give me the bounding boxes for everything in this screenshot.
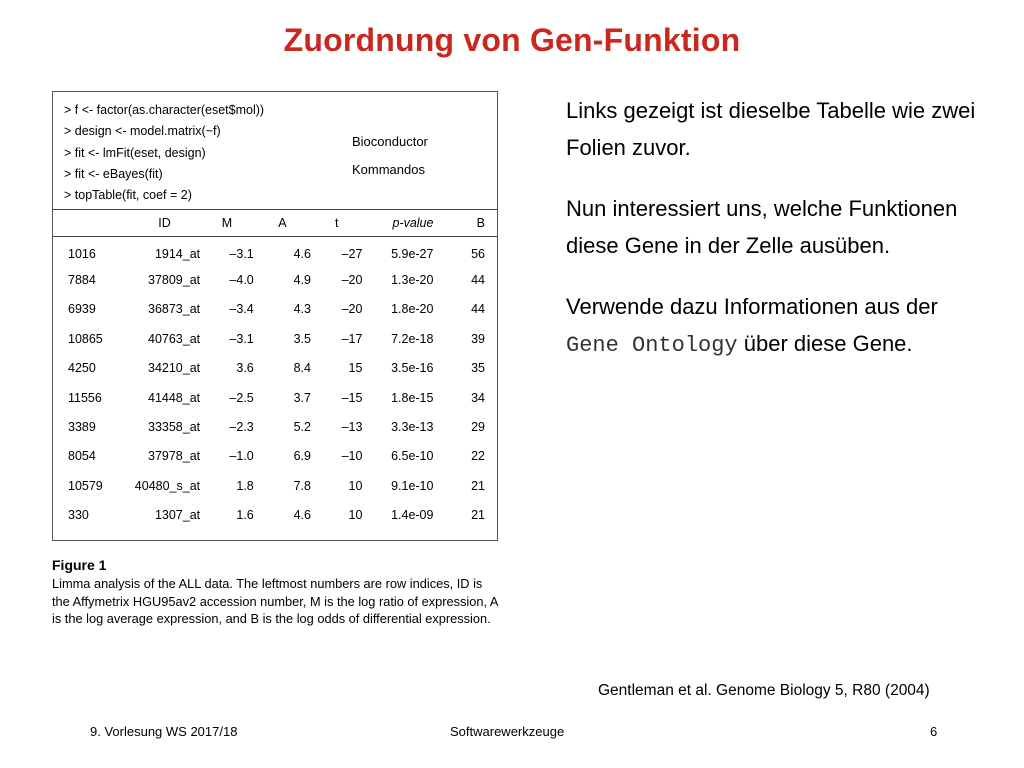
table-cell: –3.4 — [229, 302, 254, 317]
table-cell: 39 — [471, 331, 485, 346]
command-line: > fit <- eBayes(fit) — [64, 166, 163, 181]
table-cell: 4.3 — [293, 302, 311, 317]
command-line: > f <- factor(as.character(eset$mol)) — [64, 103, 265, 117]
table-cell: 3389 — [68, 420, 96, 435]
table-cell: 7.8 — [293, 478, 311, 493]
table-cell: 5.9e-27 — [391, 246, 434, 261]
body-text — [566, 92, 986, 388]
paragraph-text: Verwende dazu Informationen aus der — [566, 294, 938, 319]
column-header: A — [278, 215, 287, 230]
table-row — [53, 501, 497, 530]
slide-title: Zuordnung von Gen-Funktion — [283, 22, 741, 58]
table-cell: 9.1e-10 — [391, 478, 434, 493]
table-row — [53, 324, 497, 353]
table-cell: –10 — [341, 449, 363, 464]
table-cell: 3.3e-13 — [391, 420, 434, 435]
table-cell: 330 — [68, 508, 89, 523]
table-cell: 3.5 — [293, 331, 311, 346]
table-cell: 8054 — [68, 449, 96, 464]
table-cell: 33358_at — [148, 420, 201, 435]
column-header: p-value — [392, 215, 434, 230]
table-cell: 1.6 — [236, 508, 254, 523]
table-cell: –27 — [341, 246, 363, 261]
table-cell: –17 — [341, 331, 363, 346]
table-row — [53, 354, 497, 383]
table-cell: 35 — [471, 361, 485, 376]
table-cell: 6939 — [68, 302, 96, 317]
table-cell: –2.3 — [229, 420, 254, 435]
column-header: B — [476, 215, 485, 230]
annotation-line: Bioconductor — [352, 134, 428, 149]
command-list — [64, 100, 264, 206]
table-cell: –3.1 — [229, 331, 254, 346]
table-cell: 10 — [348, 508, 363, 523]
table-cell: –15 — [341, 390, 363, 405]
table-cell: 56 — [471, 246, 485, 261]
table-cell: 8.4 — [293, 361, 311, 376]
caption-text: Limma analysis of the ALL data. The leftmost numbers are row indices, ID is the Affymetrix HGU95av2 accession number, M is the log ratio of expression, A is the log average expression, and B is the log odds of differential expression. — [52, 576, 498, 626]
code-term: Gene Ontology — [566, 333, 738, 358]
column-header — [53, 209, 129, 236]
column-header: ID — [158, 215, 171, 230]
table-cell: 3.6 — [236, 361, 254, 376]
table-cell: 7884 — [68, 273, 96, 288]
table-cell: 15 — [348, 361, 363, 376]
table-cell: 4.6 — [293, 508, 311, 523]
table-cell: –4.0 — [229, 273, 254, 288]
citation: Gentleman et al. Genome Biology 5, R80 (2004) — [598, 682, 930, 699]
table-cell: 1.8e-15 — [391, 390, 434, 405]
page-number: 6 — [930, 724, 938, 739]
column-header: M — [221, 215, 233, 230]
table-cell: 34210_at — [148, 361, 201, 376]
table-cell: 4.9 — [293, 273, 311, 288]
paragraph-text: über diese Gene. — [737, 331, 913, 356]
table-cell: –1.0 — [229, 449, 254, 464]
figure-box — [52, 91, 498, 541]
table-row — [53, 442, 497, 471]
table-cell: 1.4e-09 — [391, 508, 434, 523]
table-row — [53, 412, 497, 441]
paragraph: Links gezeigt ist dieselbe Tabelle wie zwei Folien zuvor. — [566, 98, 976, 160]
footer-course: Softwarewerkzeuge — [450, 724, 565, 739]
paragraph: Nun interessiert uns, welche Funktionen diese Gene in der Zelle ausüben. — [566, 196, 958, 258]
table-cell: 5.2 — [293, 420, 311, 435]
command-line: > topTable(fit, coef = 2) — [64, 188, 192, 203]
table-cell: 3.7 — [293, 390, 311, 405]
table-cell: 1.8 — [236, 478, 254, 493]
footer-lecture: 9. Vorlesung WS 2017/18 — [90, 724, 238, 739]
annotation-line: Kommandos — [352, 162, 425, 177]
table-cell: 36873_at — [148, 302, 201, 317]
table-cell: 44 — [471, 273, 485, 288]
caption-title: Figure 1 — [52, 557, 107, 573]
table-cell: 10865 — [68, 331, 103, 346]
table-row — [53, 295, 497, 324]
table-cell: 7.2e-18 — [391, 331, 434, 346]
table-cell: 22 — [471, 449, 485, 464]
table-cell: –3.1 — [229, 246, 254, 261]
table-cell: 1016 — [68, 246, 96, 261]
table-cell: 1.8e-20 — [391, 302, 434, 317]
table-cell: –20 — [341, 273, 363, 288]
table-cell: 1914_at — [154, 246, 201, 261]
table-cell: 4250 — [68, 361, 96, 376]
table-cell: 11556 — [68, 390, 102, 405]
command-line: > fit <- lmFit(eset, design) — [64, 145, 206, 160]
table-row — [53, 471, 497, 500]
table-row — [53, 236, 497, 265]
table-cell: 6.9 — [293, 449, 311, 464]
table-cell: –13 — [341, 420, 363, 435]
command-line: > design <- model.matrix(~f) — [64, 124, 221, 139]
table-cell: 6.5e-10 — [391, 449, 434, 464]
table-cell: 21 — [471, 478, 485, 493]
table-cell: 1307_at — [154, 508, 201, 523]
table-row — [53, 383, 497, 412]
table-cell: 40480_s_at — [134, 478, 201, 493]
table-cell: 29 — [471, 420, 485, 435]
column-header: t — [334, 215, 339, 230]
table-cell: 3.5e-16 — [391, 361, 434, 376]
table-cell: 4.6 — [293, 246, 311, 261]
table-cell: 10579 — [68, 478, 103, 493]
table-cell: 44 — [471, 302, 485, 317]
table-cell: 1.3e-20 — [391, 273, 434, 288]
figure-caption — [52, 556, 502, 628]
table-header-row — [53, 209, 497, 236]
bioconductor-annotation — [352, 128, 428, 184]
table-cell: 40763_at — [148, 331, 201, 346]
table-cell: 21 — [471, 508, 485, 523]
table-row — [53, 265, 497, 294]
table-cell: 37809_at — [148, 273, 201, 288]
toptable — [53, 209, 497, 530]
table-cell: –2.5 — [229, 390, 254, 405]
table-cell: 41448_at — [148, 390, 201, 405]
table-cell: 10 — [348, 478, 363, 493]
paragraph — [566, 288, 986, 364]
table-cell: –20 — [341, 302, 363, 317]
table-cell: 37978_at — [148, 449, 201, 464]
table-cell: 34 — [471, 390, 485, 405]
